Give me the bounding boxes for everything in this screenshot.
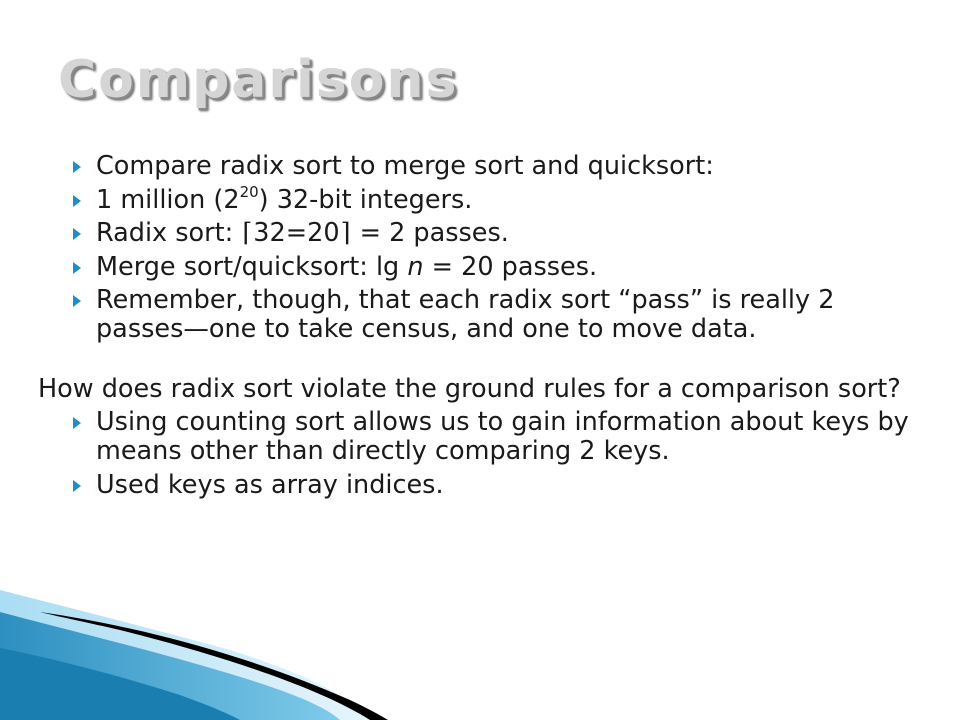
bullet-item	[38, 286, 918, 344]
bullet-text	[96, 218, 509, 248]
bullet-list-bottom	[38, 408, 918, 500]
ceiling-bracket: ⌉	[340, 218, 351, 248]
bullet-item	[38, 471, 918, 500]
slide-title: Comparisons	[58, 50, 459, 110]
text-run: Merge sort/quicksort: lg	[96, 251, 408, 282]
bullet-item	[38, 253, 918, 282]
triangle-bullet-icon	[73, 262, 81, 274]
triangle-bullet-icon	[73, 228, 81, 240]
bullet-text	[96, 407, 909, 466]
math-variable: n	[407, 251, 424, 282]
bullet-item	[38, 408, 918, 466]
bullet-item	[38, 182, 918, 215]
triangle-bullet-icon	[73, 480, 81, 492]
text-run: Remember, though, that each radix sort “pass” is really 2 passes—one to take census, and one to move data.	[96, 285, 835, 344]
text-run: Radix sort:	[96, 218, 242, 248]
triangle-bullet-icon	[73, 161, 81, 173]
text-run: ) 32-bit integers.	[258, 184, 473, 215]
text-run: = 20 passes.	[423, 251, 598, 282]
text-run: Used keys as array indices.	[96, 469, 444, 500]
superscript: 20	[239, 182, 259, 201]
bullet-text	[96, 285, 834, 344]
bullet-item	[38, 152, 918, 181]
slide-content	[38, 152, 918, 504]
triangle-bullet-icon	[73, 195, 81, 207]
triangle-bullet-icon	[73, 417, 81, 429]
text-run: 32=20	[253, 218, 340, 248]
bullet-item	[38, 219, 918, 248]
bullet-text	[96, 252, 597, 282]
bullet-text	[96, 470, 444, 500]
text-run: 1 million (2	[96, 184, 240, 215]
text-run: = 2 passes.	[351, 218, 509, 248]
bullet-text	[96, 151, 714, 181]
bullet-text	[96, 182, 473, 215]
ceiling-bracket: ⌈	[242, 218, 253, 248]
text-run: Compare radix sort to merge sort and quicksort:	[96, 151, 714, 181]
question-text: How does radix sort violate the ground rules for a comparison sort?	[38, 374, 901, 404]
triangle-bullet-icon	[73, 295, 81, 307]
text-run: Using counting sort allows us to gain information about keys by means other than directly comparing 2 keys.	[96, 407, 909, 466]
bullet-list-top	[38, 152, 918, 344]
